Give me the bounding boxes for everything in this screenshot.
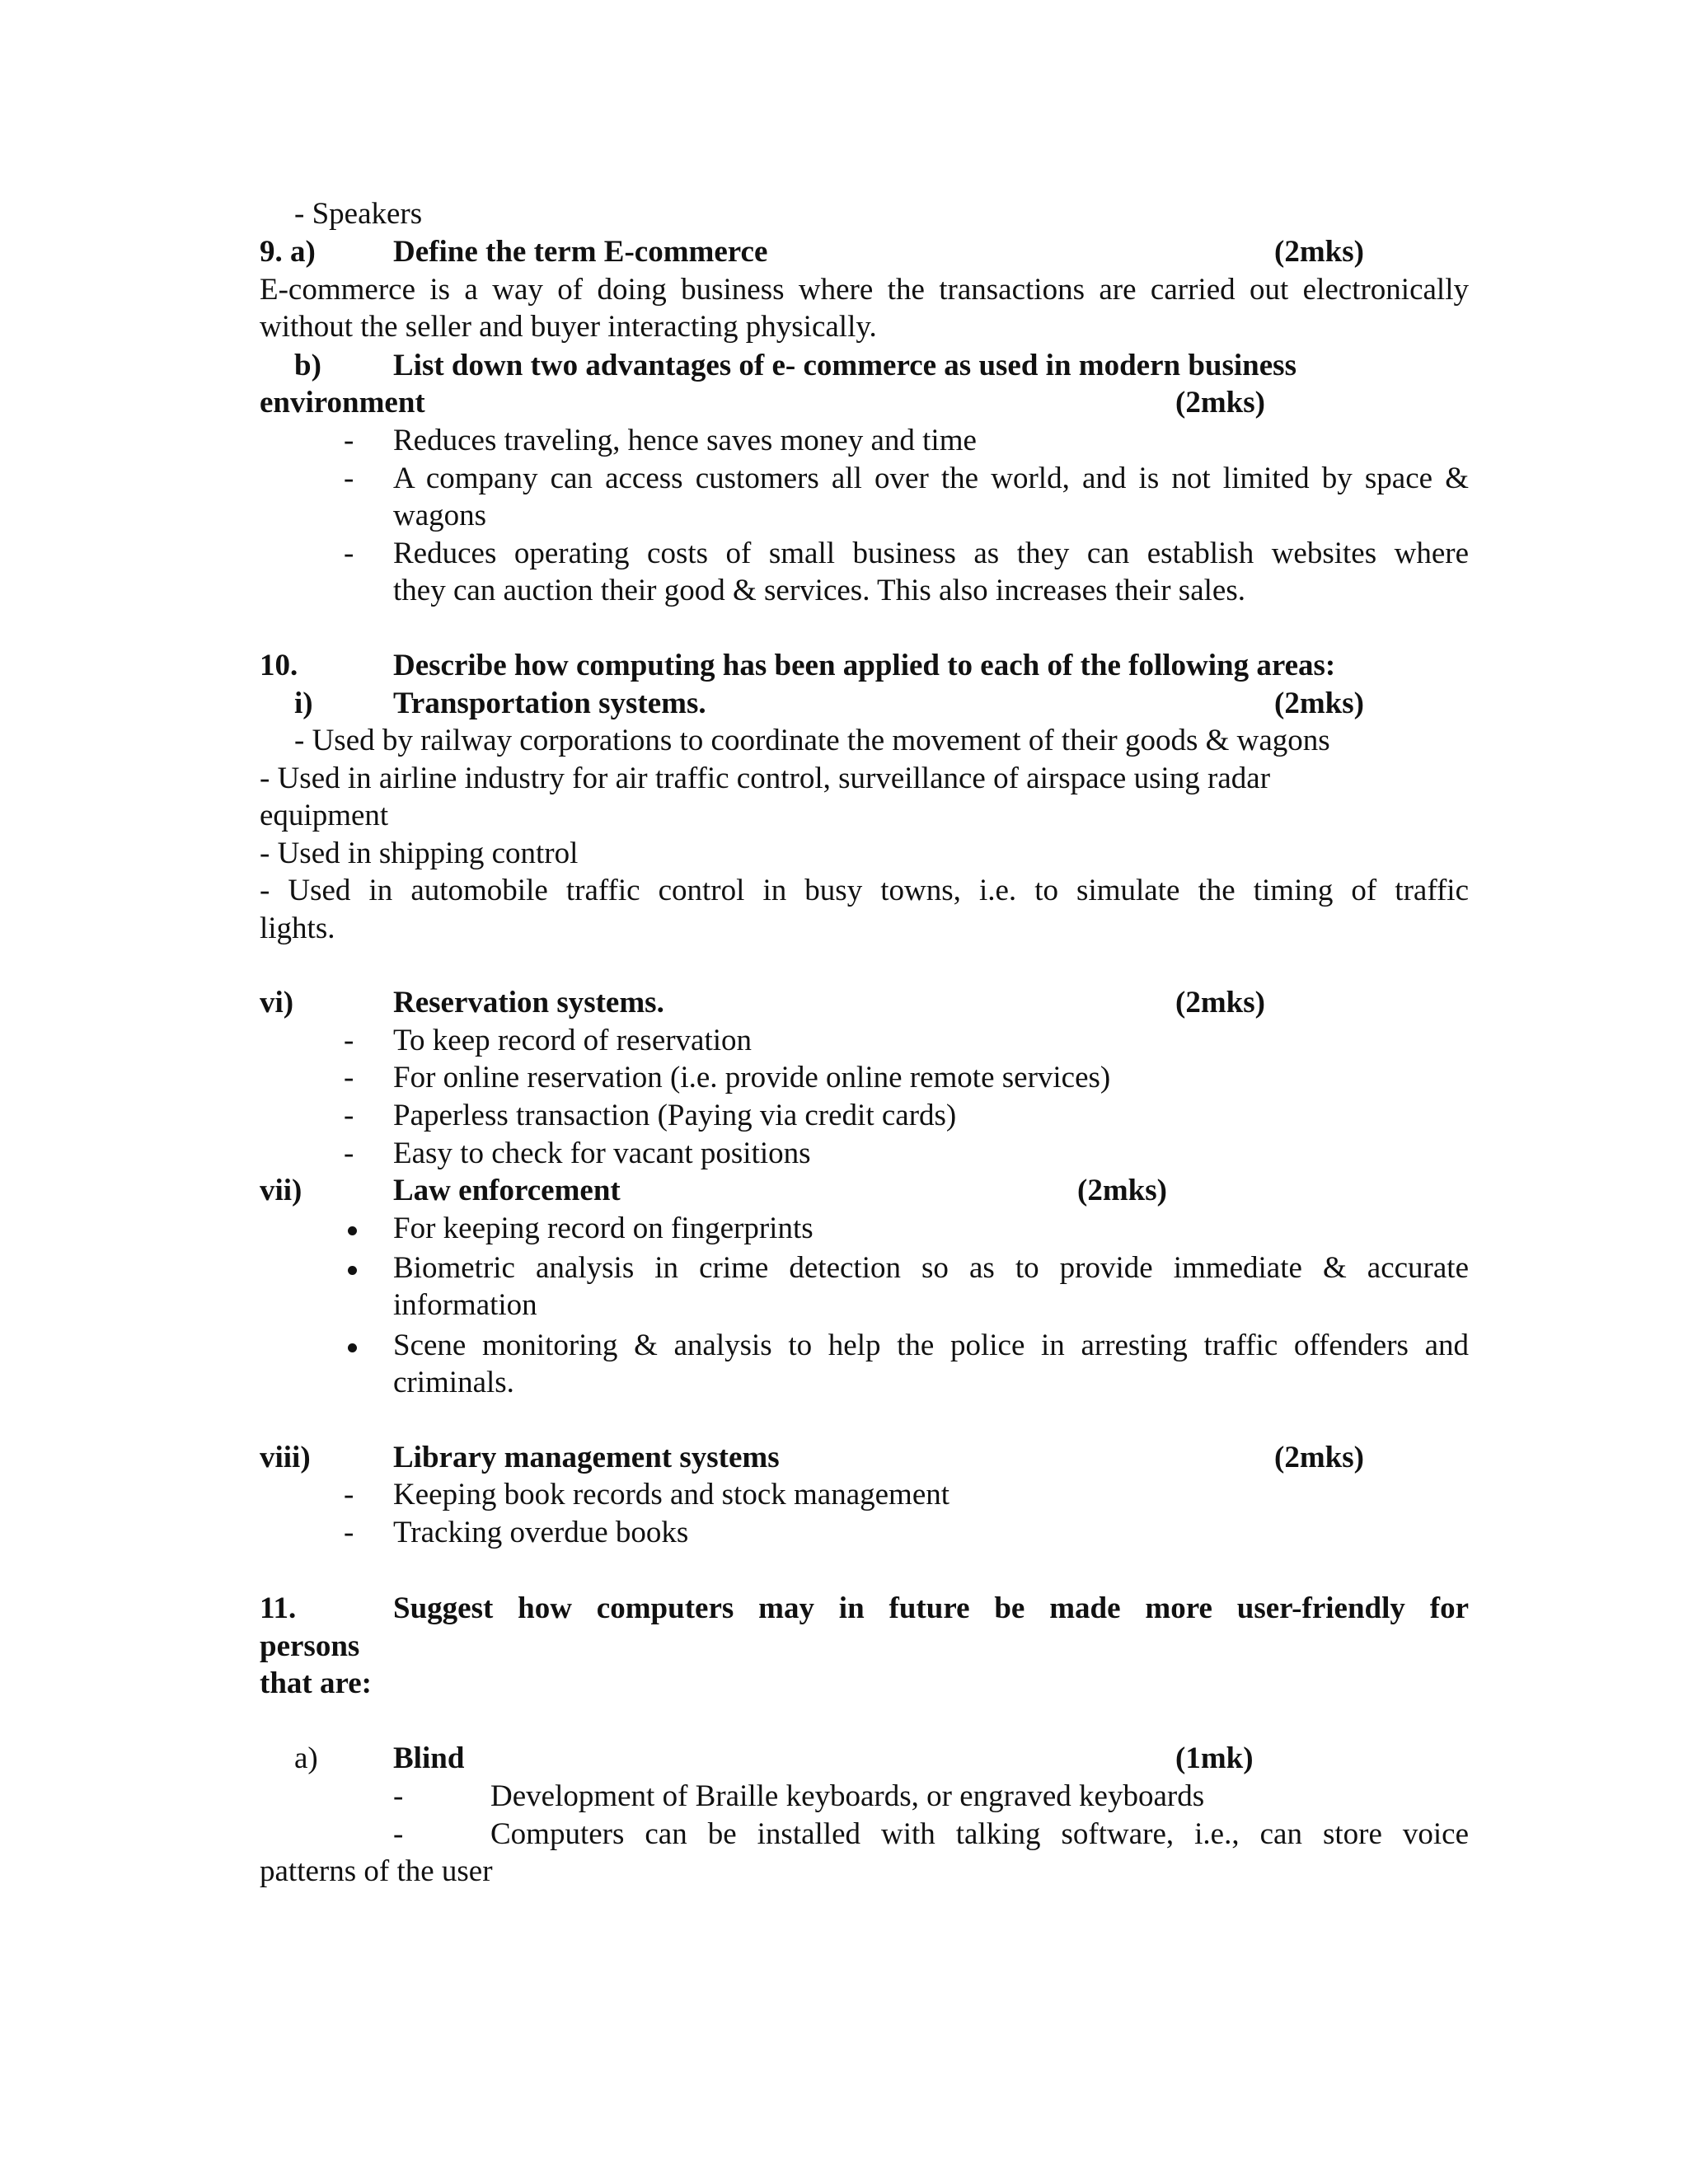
answer-line-continued: equipment (260, 799, 389, 832)
dash-marker: - (344, 1099, 354, 1132)
answer-line: - Used in shipping control (260, 837, 579, 870)
q11-a-number: a) (294, 1741, 318, 1775)
q10-vi-number: vi) (260, 986, 294, 1019)
q11-a-marks: (1mk) (1175, 1741, 1254, 1775)
dash-marker: - (344, 1478, 354, 1511)
speakers-line: - Speakers (294, 197, 423, 231)
list-item-continued: information (393, 1288, 537, 1322)
list-item: Reduces traveling, hence saves money and time (393, 424, 977, 457)
list-item: Reduces operating costs of small business as they can establish websites where (393, 537, 1469, 570)
dash-marker: - (393, 1817, 404, 1851)
q9b-title-line-2: environment (260, 386, 425, 419)
q9a-answer-line-1: E-commerce is a way of doing business where the transactions are carried out electronically (260, 273, 1469, 307)
dash-marker: - (344, 424, 354, 457)
q10-number: 10. (260, 649, 298, 682)
q11-title-line-1: Suggest how computers may in future be made more user-friendly for (393, 1591, 1469, 1625)
list-item: Computers can be installed with talking software, i.e., can store voice (490, 1817, 1469, 1851)
q9a-answer-line-2: without the seller and buyer interacting physically. (260, 310, 877, 344)
q10-viii-title: Library management systems (393, 1441, 780, 1474)
q9a-marks: (2mks) (1274, 235, 1364, 269)
q10-vii-marks: (2mks) (1077, 1174, 1167, 1207)
dash-marker: - (344, 462, 354, 495)
list-item: Tracking overdue books (393, 1516, 689, 1549)
q10-vi-title: Reservation systems. (393, 986, 664, 1019)
dash-marker: - (344, 1516, 354, 1549)
q9b-title-line-1: List down two advantages of e- commerce as used in modern business (393, 349, 1296, 382)
list-item: Easy to check for vacant positions (393, 1137, 811, 1170)
q11-title-line-3: that are: (260, 1666, 372, 1700)
q10-title: Describe how computing has been applied to each of the following areas: (393, 649, 1336, 682)
q10-i-title: Transportation systems. (393, 687, 706, 720)
dash-marker: - (344, 537, 354, 570)
q10-i-marks: (2mks) (1274, 687, 1364, 720)
list-item: Scene monitoring & analysis to help the police in arresting traffic offenders and (393, 1329, 1469, 1362)
dash-marker: - (344, 1061, 354, 1094)
answer-line: - Used in airline industry for air traffic control, surveillance of airspace using radar (260, 762, 1271, 795)
list-item: Paperless transaction (Paying via credit cards) (393, 1099, 957, 1132)
q9b-number: b) (294, 349, 321, 382)
list-item: For keeping record on fingerprints (393, 1212, 814, 1245)
answer-line: - Used by railway corporations to coordinate the movement of their goods & wagons (294, 724, 1330, 757)
dash-marker: - (344, 1137, 354, 1170)
q9a-number: 9. a) (260, 235, 316, 269)
q10-vii-title: Law enforcement (393, 1174, 621, 1207)
answer-line-continued: lights. (260, 912, 335, 945)
q10-vi-marks: (2mks) (1175, 986, 1265, 1019)
list-item: Biometric analysis in crime detection so as to provide immediate & accurate (393, 1251, 1469, 1285)
bullet-icon (348, 1226, 357, 1235)
q10-viii-marks: (2mks) (1274, 1441, 1364, 1474)
list-item: For online reservation (i.e. provide online remote services) (393, 1061, 1111, 1094)
list-item: Keeping book records and stock management (393, 1478, 950, 1511)
list-item: A company can access customers all over the world, and is not limited by space & (393, 462, 1469, 495)
q11-title-line-2: persons (260, 1629, 360, 1663)
q11-a-title: Blind (393, 1741, 465, 1775)
list-item: Development of Braille keyboards, or engraved keyboards (490, 1779, 1205, 1813)
list-item-continued: patterns of the user (260, 1854, 493, 1888)
list-item-continued: criminals. (393, 1366, 514, 1399)
q11-number: 11. (260, 1591, 297, 1625)
dash-marker: - (344, 1024, 354, 1057)
q10-vii-number: vii) (260, 1174, 302, 1207)
answer-line: - Used in automobile traffic control in busy towns, i.e. to simulate the timing of traffic (260, 874, 1469, 907)
q10-viii-number: viii) (260, 1441, 311, 1474)
q10-i-number: i) (294, 687, 313, 720)
list-item-continued: wagons (393, 499, 487, 532)
list-item: To keep record of reservation (393, 1024, 753, 1057)
dash-marker: - (393, 1779, 404, 1813)
q9a-title: Define the term E-commerce (393, 235, 768, 269)
bullet-icon (348, 1266, 357, 1275)
q9b-marks: (2mks) (1175, 386, 1265, 419)
list-item-continued: they can auction their good & services. This also increases their sales. (393, 574, 1245, 607)
bullet-icon (348, 1343, 357, 1352)
